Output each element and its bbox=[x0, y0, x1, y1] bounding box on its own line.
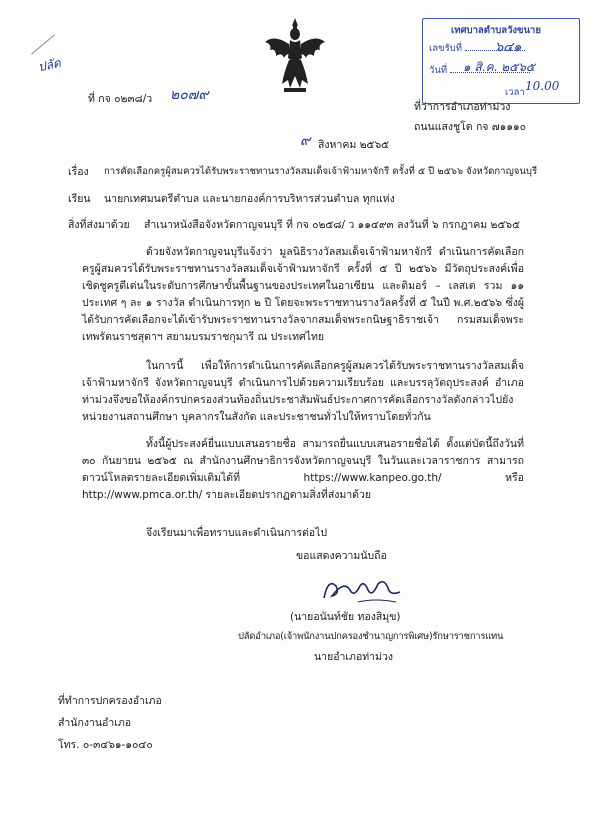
subject-text: การคัดเลือกครูผู้สมควรได้รับพระราชทานรางวัลสมเด็จเจ้าฟ้ามหาจักรี ครั้งที่ ๕ ปี ๒๕๖๖ จังหวัดกาญจนบุรี bbox=[104, 166, 538, 177]
stamp-recv-value: ๖๔๑ bbox=[495, 40, 522, 55]
stamp-org: เทศบาลตำบลวังขนาย bbox=[451, 25, 541, 36]
stamp-time-row bbox=[505, 85, 525, 100]
signer-position-2: นายอำเภอท่าม่วง bbox=[314, 651, 394, 663]
stamp-recv-label: เลขรับที่ bbox=[429, 43, 462, 54]
to-label: เรียน bbox=[68, 193, 91, 205]
body-paragraph-2: ในการนี้ เพื่อให้การดำเนินการคัดเลือกครูผู้สมควรได้รับพระราชทานรางวัลสมเด็จเจ้าฟ้ามหาจักรี จังหวัดกาญจนบุรี ดำเนินการไปด้วยความเรียบร้อย และบรรลุวัตถุประสงค์ อำเภอท่าม่วงจึงขอให้องค์กรปกครองส่วนท้องถิ่นประชาสัมพันธ์ประกาศการคัดเลือกรางวัลดังกล่าวไปยังหน่วยงานสถานศึกษา บุคลากรในสังกัด และประชาชนทั่วไปให้ทราบโดยทั่วกัน bbox=[82, 360, 524, 423]
garuda-emblem-icon bbox=[262, 14, 328, 96]
signer-position-1: ปลัดอำเภอ(เจ้าพนักงานปกครองชำนาญการพิเศษ)รักษาราชการแทน bbox=[238, 631, 504, 642]
footer-dept: สำนักงานอำเภอ bbox=[58, 717, 132, 729]
footer-office: ที่ทำการปกครองอำเภอ bbox=[58, 695, 162, 707]
enclosure-text: สำเนาหนังสือจังหวัดกาญจนบุรี ที่ กจ ๐๒๕๘/ ว ๑๑๔๙๓ ลงวันที่ ๖ กรกฎาคม ๒๕๖๕ bbox=[144, 219, 521, 231]
body-paragraph-1: ด้วยจังหวัดกาญจนบุรีแจ้งว่า มูลนิธิรางวัลสมเด็จเจ้าฟ้ามหาจักรี ดำเนินการคัดเลือกครูผู้สมควรได้รับพระราชทานรางวัลสมเด็จเจ้าฟ้ามหาจักรี ครั้งที่ ๕ ปี ๒๕๖๖ มีวัตถุประสงค์เพื่อเชิดชูครูดีเด่นในระดับการศึกษาขั้นพื้นฐานของประเทศในอาเซียน และติมอร์ – เลสเต รวม ๑๑ ประเทศ ๆ ละ ๑ รางวัล ดำเนินการทุก ๒ ปี โดยจะพระราชทานรางวัลครั้งที่ ๕ ในปี พ.ศ.๒๕๖๖ ซึ่งผู้ได้รับการคัดเลือกจะได้เข้ารับพระราชทานรางวัลจากสมเด็จพระกนิษฐาธิราชเจ้า กรมสมเด็จพระเทพรัตนราชสุดาฯ สยามบรมราชกุมารี ณ ประเทศไทย bbox=[82, 246, 524, 343]
stamp-date-label: วันที่ bbox=[429, 65, 448, 76]
letter-date: สิงหาคม ๒๕๖๕ bbox=[318, 139, 390, 151]
signer-name: (นายอนันท์ชัย ทองสิมุข) bbox=[290, 611, 401, 623]
date-day: ๙ bbox=[300, 133, 311, 149]
stamp-time-value: 10.00 bbox=[525, 79, 560, 93]
margin-note-stroke bbox=[31, 34, 55, 54]
enclosure-label: สิ่งที่ส่งมาด้วย bbox=[68, 219, 130, 231]
received-stamp bbox=[422, 18, 580, 104]
footer-tel: โทร. ๐-๓๔๖๑-๑๐๔๐ bbox=[58, 739, 153, 751]
body-paragraph-3: ทั้งนี้ผู้ประสงค์ยื่นแบบเสนอรายชื่อ สามารถยื่นแบบเสนอรายชื่อได้ ตั้งแต่บัดนี้ถึงวันที่ ๓๐ กันยายน ๒๕๖๕ ณ สำนักงานศึกษาธิการจังหวัดกาญจนบุรี ในวันและเวลาราชการ สามารถดาวน์โหลดรายละเอียดเพิ่มเติมได้ที่ https://www.kanpeo.go.th/ หรือ http://www.pmca.or.th/ รายละเอียดปรากฏตามสิ่งที่ส่งมาด้วย bbox=[82, 438, 524, 501]
margin-note: ปลัด bbox=[36, 55, 62, 75]
sender-office: ที่ว่าการอำเภอท่าม่วง bbox=[414, 101, 511, 113]
closing: ขอแสดงความนับถือ bbox=[296, 550, 387, 562]
stamp-date-value: ๑ สิ.ค. ๒๕๖๕ bbox=[463, 60, 535, 74]
to-text: นายกเทศมนตรีตำบล และนายกองค์การบริหารส่วนตำบล ทุกแห่ง bbox=[104, 193, 395, 205]
sender-address: ถนนแสงชูโต กจ ๗๑๑๑๐ bbox=[414, 121, 527, 133]
subject-label: เรื่อง bbox=[68, 166, 89, 178]
signature bbox=[318, 572, 408, 608]
ref-number-handwritten: ๒๐๗๙ bbox=[170, 87, 209, 103]
body-paragraph-4: จึงเรียนมาเพื่อทราบและดำเนินการต่อไป bbox=[146, 527, 328, 539]
ref-number: ที่ กจ ๐๒๓๘/ว bbox=[88, 93, 153, 105]
stamp-time-label: เวลา bbox=[505, 87, 525, 98]
